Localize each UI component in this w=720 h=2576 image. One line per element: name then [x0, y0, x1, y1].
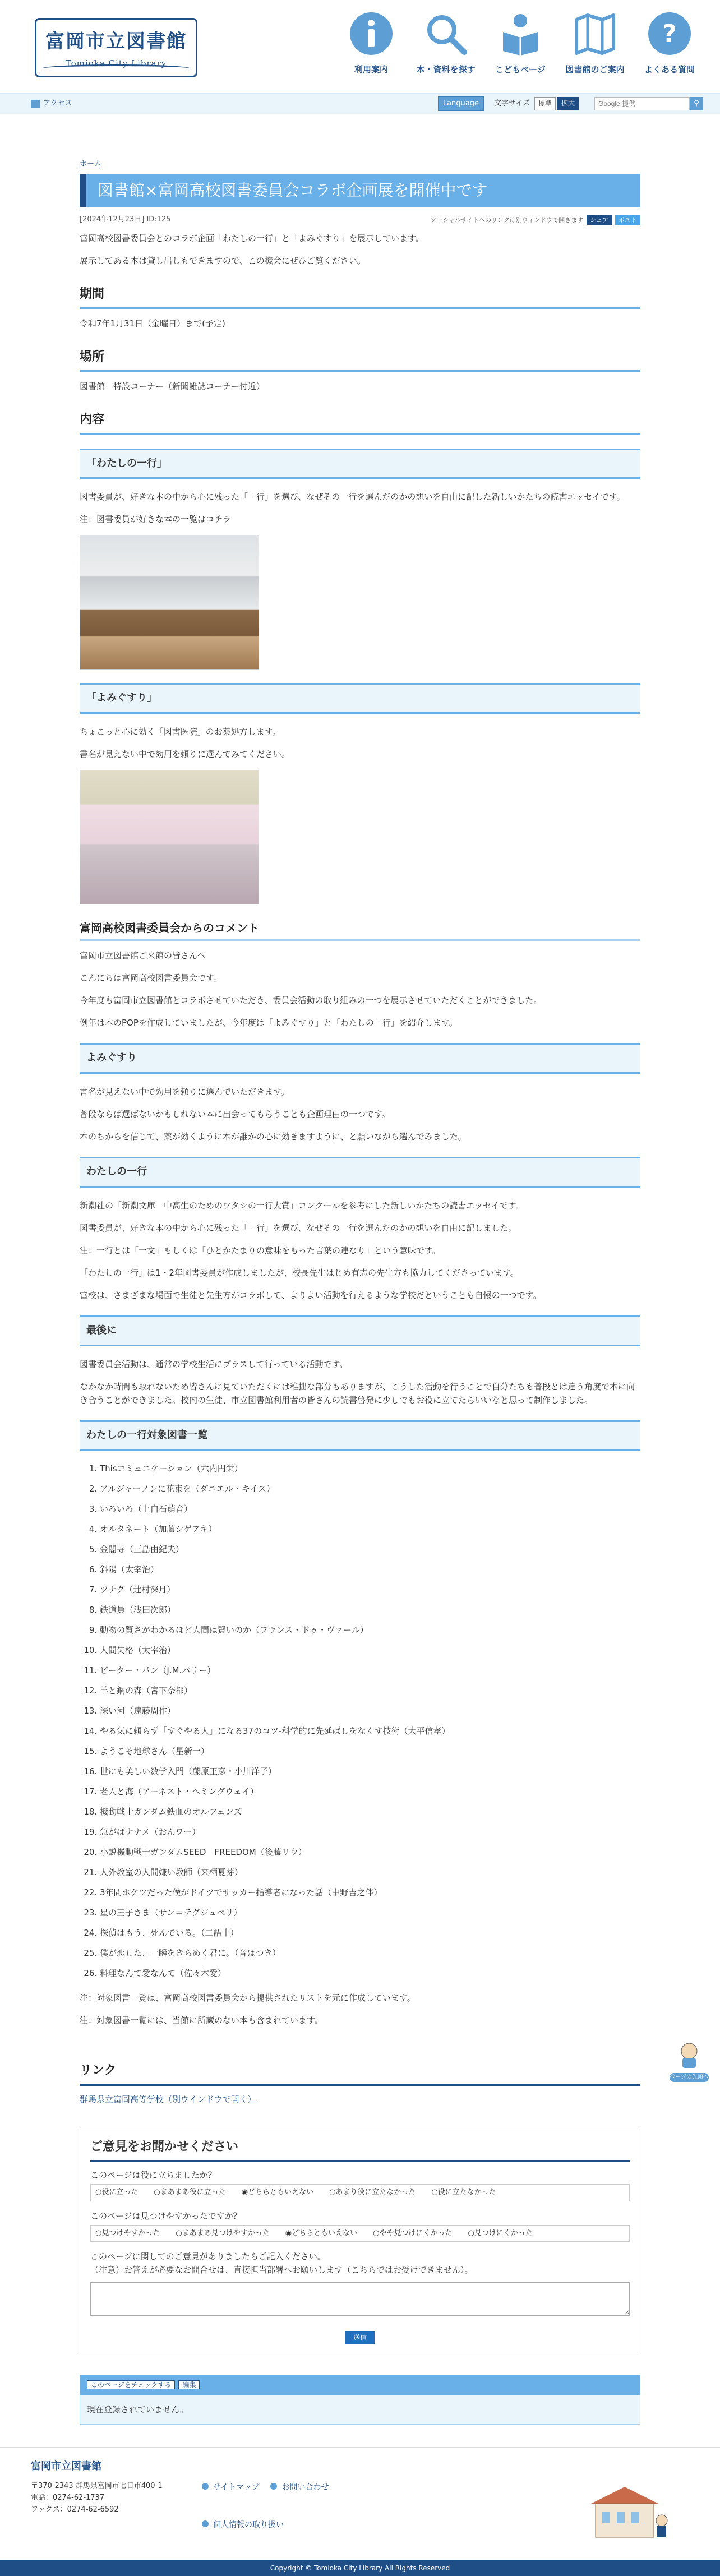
- bullet-icon: [270, 2483, 277, 2490]
- list-item: 16. 世にも美しい数学入門（藤原正彦・小川洋子）: [100, 1765, 640, 1778]
- comment-text: 富岡市立図書館ご来館の皆さんへ: [80, 950, 206, 961]
- content-heading: 内容: [80, 410, 640, 435]
- yomi-text: ちょこっと心に効く「図書医院」のお薬処方します。: [80, 727, 281, 737]
- yomigusuri-heading: よみぐすり: [80, 1043, 640, 1074]
- page-id: ID:125: [146, 215, 171, 224]
- site-search: [594, 97, 703, 110]
- radio-label: 見つけにくかった: [474, 2228, 533, 2237]
- font-size-label: 文字サイズ: [494, 99, 530, 108]
- nav-label: こどもページ: [495, 64, 546, 75]
- radio-label: 見つけやすかった: [101, 2228, 160, 2237]
- nav-library-info[interactable]: [561, 6, 629, 76]
- useful-options: [90, 2184, 630, 2201]
- list-item: 24. 探偵はもう、死んでいる。（二語十）: [100, 1926, 640, 1940]
- ichigyo-note: 注：図書委員が好きな本の一覧はコチラ: [80, 514, 232, 525]
- share-button[interactable]: シェア: [587, 215, 612, 225]
- font-standard-button[interactable]: 標準: [534, 97, 556, 110]
- place-heading: 場所: [80, 347, 640, 372]
- breadcrumb[interactable]: ホーム: [80, 160, 102, 168]
- page-check-box: [80, 2375, 640, 2425]
- nav-label: 利用案内: [354, 64, 388, 75]
- yomigusuri-text: 書名が見えない中で効用を頼りに選んでいただきます。: [80, 1086, 289, 1097]
- nav-guide[interactable]: [338, 6, 405, 76]
- radio-option[interactable]: ○見つけにくかった: [468, 2228, 533, 2237]
- exhibit-photo-ichigyo: [80, 535, 259, 670]
- list-item: 19. 急がばナナメ（おんワー）: [100, 1825, 640, 1839]
- last-text: なかなか時間も取れないため皆さんに見ていただくには稚拙な部分もありますが、こうした活動を行うことで自分たちも普段とは違う角度で本に向き合うことができました。校内の生徒、市立図書館利用者の皆さんの読書啓発に少しでもお役に立てたらいいなと思って制作しました。: [80, 1381, 635, 1405]
- footer-fax: ファクス：0274-62-6592: [31, 2505, 119, 2514]
- bullet-icon: [202, 2520, 209, 2527]
- ichigyo-text: 図書委員が、好きな本の中から心に残った「一行」を選び、なぜその一行を選んだのかの想いを自由に記した新しいかたちの読書エッセイです。: [80, 492, 625, 502]
- footer-links: [202, 2481, 329, 2556]
- question-comment: このページに関してのご意見がありましたらご記入ください。: [90, 2251, 326, 2262]
- question-findable: このページは見つけやすかったですか？: [90, 2210, 242, 2221]
- nav-search[interactable]: [412, 6, 479, 76]
- info-icon: [338, 6, 405, 62]
- list-item: 1. Thisコミュニケーション（六内円栄）: [100, 1462, 640, 1475]
- place-text: 図書館 特設コーナー（新聞雑誌コーナー付近）: [80, 381, 265, 392]
- radio-option[interactable]: ◉どちらともいえない: [241, 2187, 314, 2196]
- list-item: 11. ピーター・パン（J.M.バリー）: [100, 1664, 640, 1677]
- list-item: 7. ツナグ（辻村深月）: [100, 1583, 640, 1596]
- list-item: 25. 僕が恋した、一瞬をきらめく君に。（音はつき）: [100, 1946, 640, 1960]
- check-page-button[interactable]: このページをチェックする: [87, 2380, 175, 2389]
- list-note: 注：対象図書一覧には、当館に所蔵のない本も含まれています。: [80, 2015, 323, 2026]
- site-logo[interactable]: [35, 18, 197, 77]
- intro-text: 富岡高校図書委員会とのコラボ企画「わたしの一行」と「よみぐすり」を展示しています。: [80, 233, 424, 243]
- mascot-icon: [672, 2041, 706, 2069]
- watashi-text: 新潮社の「新潮文庫 中高生のためのワタシの一行大賞」コンクールを参考にした新しいかたちの読書エッセイです。: [80, 1200, 524, 1211]
- library-building-illustration: [580, 2481, 670, 2543]
- radio-label: やや見つけにくかった: [379, 2228, 453, 2237]
- list-item: 8. 鉄道員（浅田次郎）: [100, 1603, 640, 1617]
- comment-text: 今年度も富岡市立図書館とコラボさせていただき、委員会活動の取り組みの一つを展示させていただくことができました。: [80, 995, 542, 1006]
- nav-label: 図書館のご案内: [565, 64, 625, 75]
- nav-label: よくある質問: [644, 64, 695, 75]
- radio-label: どちらともいえない: [248, 2187, 314, 2196]
- access-label: アクセス: [43, 99, 72, 108]
- yomigusuri-text: 普段ならば選ばないかもしれない本に出会ってもらうことも企画理由の一つです。: [80, 1109, 390, 1119]
- comment-heading: 富岡高校図書委員会からのコメント: [80, 919, 640, 941]
- list-note: 注：対象図書一覧は、富岡高校図書委員会から提供されたリストを元に作成しています。: [80, 1993, 416, 2003]
- list-item: 21. 人外教室の人間嫌い教師（来栖夏芽）: [100, 1866, 640, 1879]
- global-nav: [330, 6, 703, 76]
- radio-option[interactable]: ○見つけやすかった: [95, 2228, 160, 2237]
- radio-option[interactable]: ○役に立たなかった: [431, 2187, 496, 2196]
- font-large-button[interactable]: 拡大: [557, 97, 579, 110]
- radio-option[interactable]: ◉どちらともいえない: [285, 2228, 358, 2237]
- svg-text:?: ?: [662, 20, 677, 48]
- watashi-text: 注：一行とは「一文」もしくは「ひとかたまりの意味をもった言葉の連なり」という意味です。: [80, 1245, 441, 1255]
- ichigyo-heading: 「わたしの一行」: [80, 449, 640, 479]
- page-title: 図書館×富岡高校図書委員会コラボ企画展を開催中です: [80, 174, 640, 207]
- footer-tel: 電話：0274-62-1737: [31, 2494, 105, 2503]
- period-text: 令和7年1月31日（金曜日）まで(予定): [80, 318, 225, 329]
- exhibit-photo-yomigusuri: [80, 770, 259, 904]
- yomi-heading: 「よみぐすり」: [80, 683, 640, 714]
- footer-address: 〒370-2343 群馬県富岡市七日市400-1: [31, 2482, 163, 2491]
- list-item: 13. 深い河（遠藤周作）: [100, 1704, 640, 1718]
- watashi-text: 「わたしの一行」は1・2年図書委員が作成しましたが、校長先生はじめ有志の先生方も協力してくださっています。: [80, 1267, 519, 1278]
- watashi-text: 図書委員が、好きな本の中から心に残った「一行」を選び、なぜその一行を選んだのかの想いを自由に記しました。: [80, 1222, 517, 1233]
- radio-label: あまり役に立たなかった: [335, 2187, 416, 2196]
- question-useful: このページは役に立ちましたか？: [90, 2169, 216, 2180]
- list-item: 23. 星の王子さま（サン＝テグジュペリ）: [100, 1906, 640, 1919]
- feedback-form: [80, 2129, 640, 2353]
- yomi-text: 書名が見えない中で効用を頼りに選んでみてください。: [80, 749, 290, 760]
- last-text: 図書委員会活動は、通常の学校生活にプラスして行っている活動です。: [80, 1359, 348, 1369]
- radio-option[interactable]: ○まあまあ見つけやすかった: [176, 2228, 270, 2237]
- search-input[interactable]: [594, 97, 690, 110]
- school-link[interactable]: 群馬県立富岡高等学校（別ウインドウで開く）: [80, 2094, 256, 2104]
- privacy-link[interactable]: 個人情報の取り扱い: [213, 2520, 284, 2529]
- sns-note: ソーシャルサイトへのリンクは別ウィンドウで開きます: [430, 216, 584, 224]
- last-heading: 最後に: [80, 1315, 640, 1346]
- intro-text: 展示してある本は貸し出しもできますので、この機会にぜひご覧ください。: [80, 255, 366, 266]
- list-item: 15. ようこそ地球さん（星新一）: [100, 1744, 640, 1758]
- list-item: 20. 小説機動戦士ガンダムSEED FREEDOM（後藤リウ）: [100, 1845, 640, 1859]
- site-header: [0, 0, 720, 93]
- list-item: 14. やる気に頼らず「すぐやる人」になる37のコツ-科学的に先延ばしをなくす技術（大平信孝）: [100, 1724, 640, 1738]
- radio-label: まあまあ見つけやすかった: [182, 2228, 270, 2237]
- utility-bar: [0, 93, 720, 114]
- list-item: 10. 人間失格（太宰治）: [100, 1644, 640, 1657]
- access-link[interactable]: [31, 98, 72, 110]
- access-map-icon: [31, 100, 40, 108]
- logo-book-shape: [42, 64, 190, 72]
- sitemap-link[interactable]: サイトマップ: [213, 2483, 260, 2492]
- link-heading: リンク: [80, 2061, 640, 2085]
- yomigusuri-text: 本のちからを信じて、薬が効くように本が誰かの心に効きますように、と願いながら選んでみました。: [80, 1131, 467, 1142]
- findable-options: [90, 2225, 630, 2242]
- copyright: Copyright © Tomioka City Library All Rights Reserved: [0, 2560, 720, 2576]
- contact-link[interactable]: お問い合わせ: [281, 2483, 329, 2492]
- radio-option[interactable]: ○まあまあ役に立った: [154, 2187, 226, 2196]
- book-list: [100, 1462, 640, 1980]
- page-top-label: ページの先頭へ: [670, 2073, 709, 2082]
- watashi-text: 富校は、さまざまな場面で生徒と先生方がコラボして、よりよい活動を行えるような学校だということも自慢の一つです。: [80, 1290, 542, 1300]
- page-top-button[interactable]: [670, 2041, 709, 2080]
- list-item: 18. 機動戦士ガンダム鉄血のオルフェンズ: [100, 1805, 640, 1818]
- watashi-heading: わたしの一行: [80, 1157, 640, 1188]
- radio-label: どちらともいえない: [292, 2228, 358, 2237]
- search-icon: [412, 6, 479, 62]
- publish-date: [2024年12月23日]: [80, 215, 145, 224]
- list-item: 9. 動物の賢さがわかるほど人間は賢いのか（フランス・ドゥ・ヴァール）: [100, 1623, 640, 1637]
- post-button[interactable]: ポスト: [615, 215, 640, 225]
- list-item: 3. いろいろ（上白石萌音）: [100, 1502, 640, 1516]
- check-status: 現在登録されていません。: [80, 2395, 640, 2424]
- submit-button[interactable]: 送信: [345, 2331, 375, 2344]
- list-item: 6. 斜陽（太宰治）: [100, 1563, 640, 1576]
- radio-option[interactable]: ○あまり役に立たなかった: [329, 2187, 416, 2196]
- list-item: 2. アルジャーノンに花束を（ダニエル・キイス）: [100, 1482, 640, 1495]
- comment-text: こんにちは富岡高校図書委員会です。: [80, 973, 222, 984]
- search-button[interactable]: ⚲: [690, 97, 703, 110]
- list-item: 22. 3年間ホケツだった僕がドイツでサッカー指導者になった話（中野吉之伴）: [100, 1886, 640, 1899]
- logo-japanese: 富岡市立図書館: [45, 30, 187, 53]
- map-icon: [561, 6, 629, 62]
- main-content: [80, 114, 640, 2425]
- comment-textarea[interactable]: [90, 2282, 630, 2316]
- nav-label: 本・資料を探す: [416, 64, 476, 75]
- radio-label: まあまあ役に立った: [160, 2187, 226, 2196]
- comment-text: 例年は本のPOPを作成していましたが、今年度は「よみぐすり」と「わたしの一行」を紹介します。: [80, 1018, 458, 1028]
- list-item: 26. 料理なんて愛なんて（佐々木愛）: [100, 1966, 640, 1980]
- feedback-title: ご意見をお聞かせください: [90, 2137, 630, 2162]
- book-list-heading: わたしの一行対象図書一覧: [80, 1420, 640, 1451]
- site-footer: [0, 2447, 720, 2576]
- comment-note: （注意）お答えが必要なお問合せは、直接担当部署へお願いします（こちらではお受けできません）。: [90, 2265, 473, 2275]
- language-button[interactable]: Language: [438, 96, 484, 112]
- nav-kids[interactable]: [487, 6, 554, 76]
- list-item: 5. 金閣寺（三島由紀夫）: [100, 1543, 640, 1556]
- child-reading-icon: [487, 6, 554, 62]
- bullet-icon: [202, 2483, 209, 2490]
- radio-label: 役に立たなかった: [437, 2187, 496, 2196]
- period-heading: 期間: [80, 284, 640, 309]
- article-meta: [80, 214, 640, 226]
- radio-label: 役に立った: [101, 2187, 139, 2196]
- list-item: 17. 老人と海（アーネスト・ヘミングウェイ）: [100, 1785, 640, 1798]
- radio-option[interactable]: ○やや見つけにくかった: [373, 2228, 453, 2237]
- footer-library-name: 富岡市立図書館: [31, 2460, 101, 2473]
- question-icon: [636, 6, 703, 62]
- list-item: 12. 羊と鋼の森（宮下奈都）: [100, 1684, 640, 1697]
- nav-faq[interactable]: [636, 6, 703, 76]
- radio-option[interactable]: ○役に立った: [95, 2187, 139, 2196]
- edit-button[interactable]: 編集: [178, 2380, 200, 2389]
- list-item: 4. オルタネート（加藤シゲアキ）: [100, 1522, 640, 1536]
- logo-english: Tomioka City Library: [65, 58, 167, 69]
